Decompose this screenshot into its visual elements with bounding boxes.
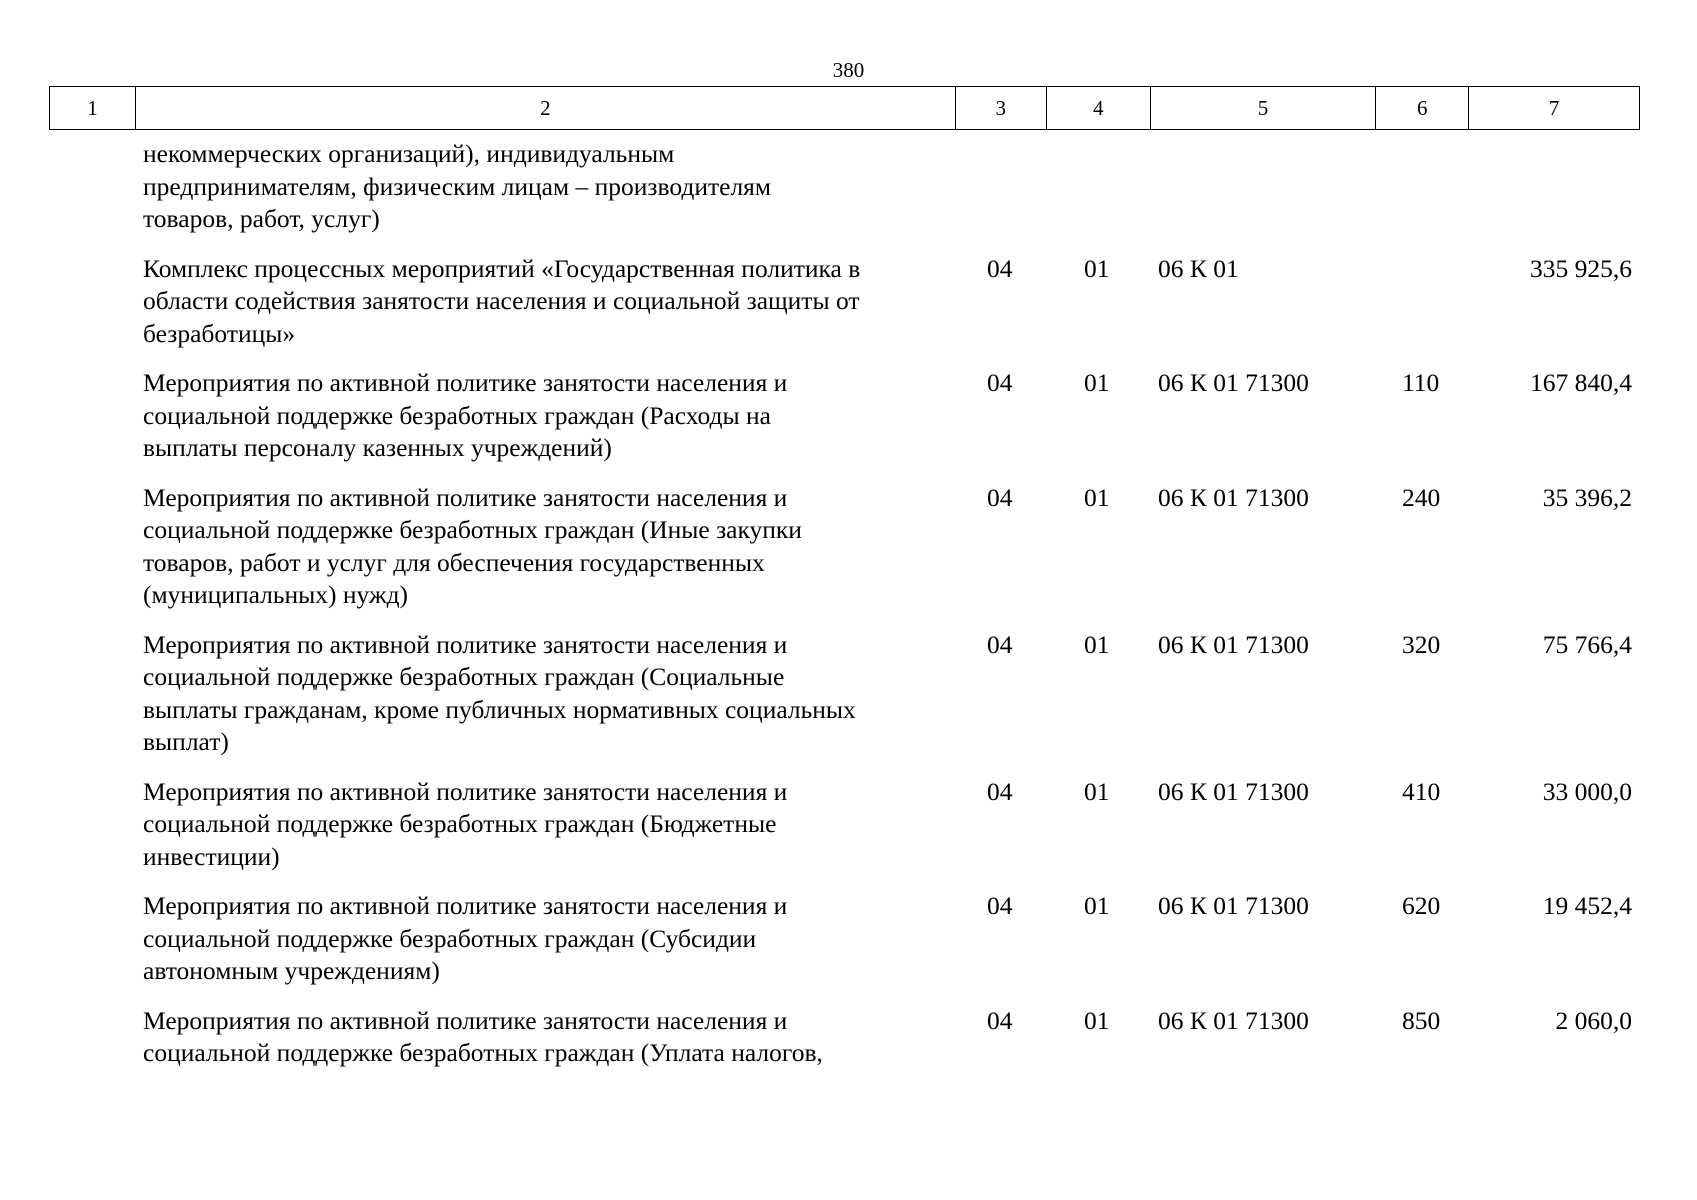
description-line: Мероприятия по активной политике занятости населения и xyxy=(143,629,788,659)
row-target-code: 06 К 01 xyxy=(1158,253,1239,283)
row-expense-type: 620 xyxy=(1402,891,1441,920)
description-line: товаров, работ, услуг) xyxy=(143,204,380,233)
row-subsection: 01 xyxy=(1084,368,1110,397)
description-line: выплаты персоналу казенных учреждений) xyxy=(143,433,612,462)
row-description xyxy=(143,253,1003,351)
row-description xyxy=(143,629,1003,759)
row-subsection: 01 xyxy=(1084,891,1110,920)
description-line: товаров, работ и услуг для обеспечения государственных xyxy=(143,547,765,577)
description-line: социальной поддержке безработных граждан (Социальные xyxy=(143,662,785,691)
row-section: 04 xyxy=(987,482,1013,512)
description-line: Мероприятия по активной политике занятости населения и xyxy=(143,891,788,920)
row-section: 04 xyxy=(987,629,1013,659)
description-line: выплат) xyxy=(143,727,229,756)
header-col-5: 5 xyxy=(1151,87,1377,129)
row-description xyxy=(143,482,1003,612)
row-amount: 75 766,4 xyxy=(1542,629,1632,659)
row-subsection: 01 xyxy=(1084,1005,1110,1035)
row-amount: 335 925,6 xyxy=(1530,253,1632,283)
description-line: Мероприятия по активной политике занятости населения и xyxy=(143,368,788,397)
row-amount: 35 396,2 xyxy=(1542,482,1632,512)
row-target-code: 06 К 01 71300 xyxy=(1158,891,1309,920)
table-body xyxy=(49,138,1640,1087)
table-row xyxy=(49,629,1640,759)
row-amount: 19 452,4 xyxy=(1542,891,1632,920)
description-line: автономным учреждениям) xyxy=(143,956,440,985)
row-subsection: 01 xyxy=(1084,482,1110,512)
description-line: социальной поддержке безработных граждан (Расходы на xyxy=(143,400,771,430)
row-section: 04 xyxy=(987,891,1013,920)
description-line: социальной поддержке безработных граждан (Бюджетные xyxy=(143,809,777,838)
description-line: Мероприятия по активной политике занятости населения и xyxy=(143,482,788,512)
row-expense-type: 320 xyxy=(1402,629,1441,659)
row-section: 04 xyxy=(987,368,1013,397)
description-line: Комплекс процессных мероприятий «Государственная политика в xyxy=(143,253,861,283)
header-col-1: 1 xyxy=(50,87,136,129)
row-target-code: 06 К 01 71300 xyxy=(1158,482,1309,512)
description-line: безработицы» xyxy=(143,318,296,348)
row-section: 04 xyxy=(987,1005,1013,1035)
description-line: некоммерческих организаций), индивидуальным xyxy=(143,139,675,168)
row-amount: 33 000,0 xyxy=(1542,776,1632,806)
header-col-7: 7 xyxy=(1548,95,1560,120)
row-description xyxy=(143,138,1003,236)
description-line: Мероприятия по активной политике занятости населения и xyxy=(143,1005,788,1035)
description-line: инвестиции) xyxy=(143,841,280,871)
row-amount: 167 840,4 xyxy=(1530,368,1632,397)
table-row xyxy=(49,890,1640,988)
row-target-code: 06 К 01 71300 xyxy=(1158,629,1309,659)
table-row xyxy=(49,253,1640,351)
table-row xyxy=(49,776,1640,874)
table-header xyxy=(49,86,1640,130)
header-col-3: 3 xyxy=(956,87,1047,129)
row-description xyxy=(143,776,1003,874)
row-expense-type: 850 xyxy=(1402,1005,1441,1035)
row-subsection: 01 xyxy=(1084,776,1110,806)
description-line: социальной поддержке безработных граждан (Субсидии xyxy=(143,923,757,953)
row-section: 04 xyxy=(987,253,1013,283)
row-expense-type: 410 xyxy=(1402,776,1441,806)
header-col-2: 2 xyxy=(136,87,956,129)
row-subsection: 01 xyxy=(1084,629,1110,659)
header-col-4: 4 xyxy=(1047,87,1151,129)
row-expense-type: 240 xyxy=(1402,482,1441,512)
row-target-code: 06 К 01 71300 xyxy=(1158,776,1309,806)
description-line: социальной поддержке безработных граждан (Уплата налогов, xyxy=(143,1038,823,1067)
description-line: предпринимателям, физическим лицам – производителям xyxy=(143,171,772,201)
description-line: выплаты гражданам, кроме публичных нормативных социальных xyxy=(143,694,856,724)
header-col-6: 6 xyxy=(1376,87,1469,129)
row-section: 04 xyxy=(987,776,1013,806)
row-amount: 2 060,0 xyxy=(1555,1005,1632,1035)
row-target-code: 06 К 01 71300 xyxy=(1158,1005,1309,1035)
row-subsection: 01 xyxy=(1084,253,1110,283)
table-row xyxy=(49,482,1640,612)
row-description xyxy=(143,1005,1003,1070)
row-description xyxy=(143,890,1003,988)
table-row xyxy=(49,1005,1640,1070)
row-expense-type: 110 xyxy=(1402,368,1440,397)
description-line: Мероприятия по активной политике занятости населения и xyxy=(143,776,788,806)
row-description xyxy=(143,367,1003,465)
description-line: области содействия занятости населения и социальной защиты от xyxy=(143,286,860,315)
table-row xyxy=(49,367,1640,465)
page-number: 380 xyxy=(832,58,865,82)
row-target-code: 06 К 01 71300 xyxy=(1158,368,1309,397)
description-line: социальной поддержке безработных граждан (Иные закупки xyxy=(143,515,802,544)
table-row xyxy=(49,138,1640,236)
description-line: (муниципальных) нужд) xyxy=(143,580,409,609)
